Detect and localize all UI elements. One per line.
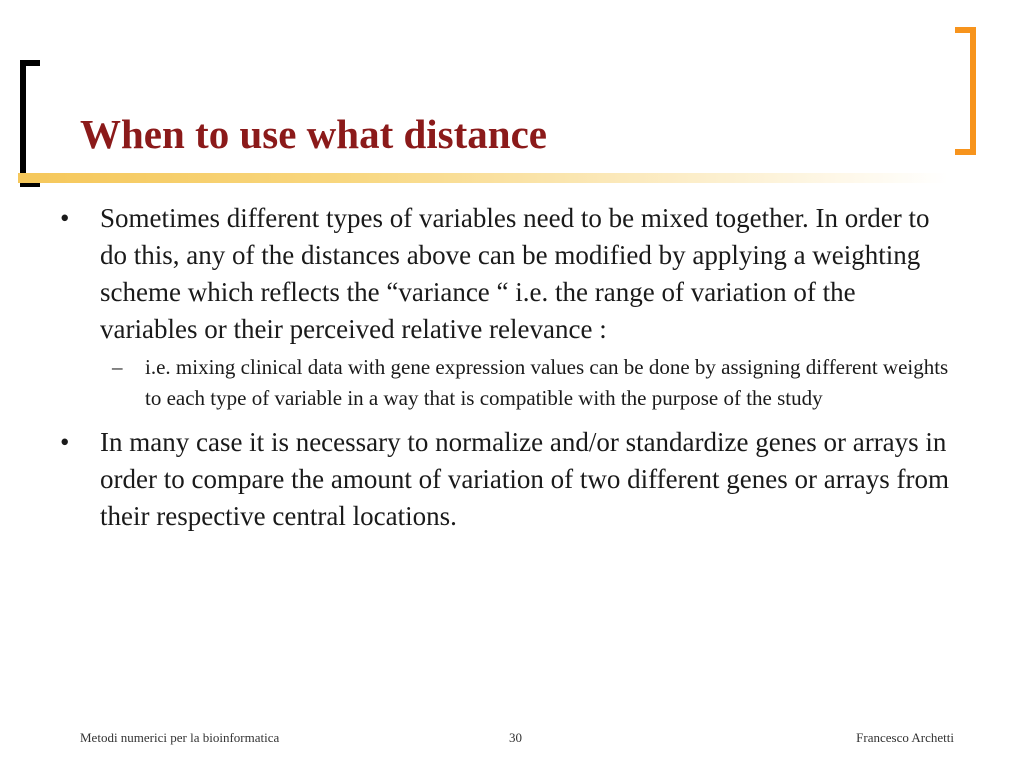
sub-bullet-marker: – bbox=[112, 355, 123, 379]
bullet-marker: • bbox=[60, 203, 70, 233]
bullet-text: In many case it is necessary to normalize and/or standardize genes or arrays in order to compare the amount of variation of two different genes or arrays from their respective central locations. bbox=[100, 427, 949, 531]
left-bracket-decoration bbox=[20, 60, 40, 187]
slide-content bbox=[60, 200, 950, 539]
bullet-item bbox=[60, 424, 950, 535]
right-bracket-decoration bbox=[955, 27, 976, 155]
footer-page-number: 30 bbox=[509, 730, 522, 745]
slide-title: When to use what distance bbox=[80, 111, 547, 157]
sub-bullet-item bbox=[100, 352, 950, 414]
title-underline-rule bbox=[18, 173, 948, 183]
sub-bullet-text: i.e. mixing clinical data with gene expression values can be done by assigning different weights to each type of variable in a way that is compatible with the purpose of the study bbox=[145, 355, 949, 410]
bullet-text: Sometimes different types of variables need to be mixed together. In order to do this, any of the distances above can be modified by applying a weighting scheme which reflects the “variance “ i.e. the range of variation of the variables or their perceived relative relevance : bbox=[100, 203, 930, 344]
footer-author: Francesco Archetti bbox=[856, 730, 954, 745]
footer-course-name: Metodi numerici per la bioinformatica bbox=[80, 730, 280, 745]
bullet-marker: • bbox=[60, 427, 70, 457]
bullet-item bbox=[60, 200, 950, 348]
